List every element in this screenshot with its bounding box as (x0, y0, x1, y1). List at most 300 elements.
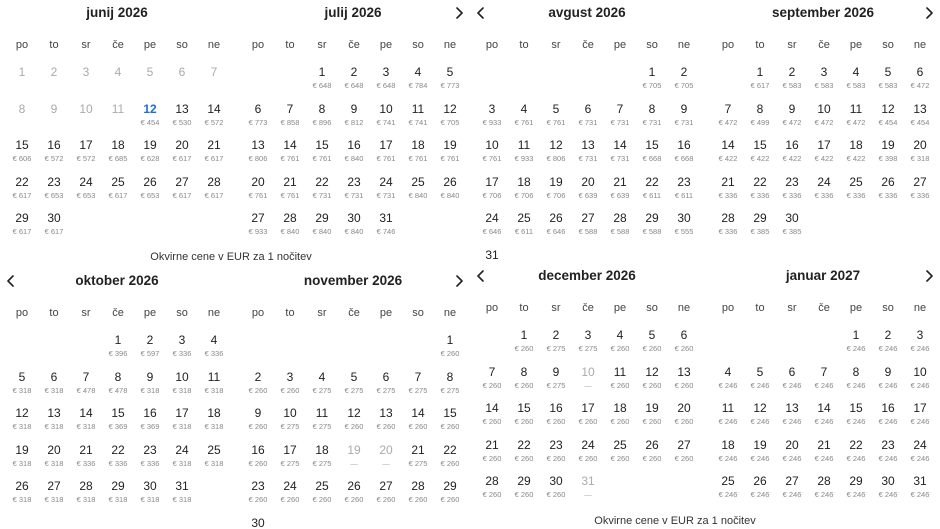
day-cell[interactable] (242, 478, 274, 515)
day-cell[interactable] (242, 369, 274, 406)
day-cell[interactable] (242, 210, 274, 247)
day-cell[interactable] (636, 210, 668, 247)
day-cell[interactable] (476, 400, 508, 437)
day-cell[interactable] (776, 210, 808, 247)
day-cell[interactable] (904, 101, 936, 138)
day-price: — (382, 458, 390, 468)
day-cell[interactable] (338, 101, 370, 138)
day-cell[interactable] (274, 478, 306, 515)
day-cell[interactable] (636, 437, 668, 474)
day-cell[interactable] (102, 332, 134, 369)
day-cell[interactable] (434, 137, 466, 174)
day-cell[interactable] (744, 174, 776, 211)
day-cell[interactable] (402, 174, 434, 211)
month-title: januar 2027 (785, 268, 861, 283)
day-cell[interactable] (6, 478, 38, 515)
day-cell[interactable] (476, 473, 508, 510)
day-cell[interactable] (604, 174, 636, 211)
day-price: € 336 (750, 190, 770, 200)
day-price: € 260 (248, 422, 268, 431)
weekday-label: če (818, 302, 830, 314)
day-cell[interactable] (808, 437, 840, 474)
day-cell[interactable] (604, 437, 636, 474)
day-price: € 260 (642, 417, 662, 426)
day-cell[interactable] (904, 400, 936, 437)
day-cell[interactable] (38, 137, 70, 174)
day-cell[interactable] (338, 174, 370, 211)
day-cell[interactable] (338, 405, 370, 442)
day-price: € 731 (376, 190, 396, 200)
day-price: € 246 (814, 417, 834, 426)
day-cell[interactable] (70, 174, 102, 211)
day-cell[interactable] (134, 478, 166, 515)
day-cell[interactable] (540, 364, 572, 401)
day-cell[interactable] (434, 478, 466, 515)
day-cell[interactable] (604, 364, 636, 401)
day-number: 4 (318, 369, 326, 384)
day-cell[interactable] (904, 137, 936, 174)
day-cell[interactable] (476, 364, 508, 401)
day-price: € 369 (108, 422, 128, 431)
day-cell[interactable] (904, 64, 936, 101)
day-cell[interactable] (808, 473, 840, 510)
day-cell[interactable] (6, 137, 38, 174)
day-cell[interactable] (808, 400, 840, 437)
day-cell[interactable] (242, 405, 274, 442)
day-cell[interactable] (306, 174, 338, 211)
day-cell[interactable] (636, 400, 668, 437)
day-cell[interactable] (434, 405, 466, 442)
day-cell[interactable] (744, 473, 776, 510)
day-cell[interactable] (70, 478, 102, 515)
day-cell[interactable] (776, 174, 808, 211)
day-cell[interactable] (338, 369, 370, 406)
day-price: € 246 (878, 490, 898, 499)
day-cell[interactable] (166, 442, 198, 479)
day-cell[interactable] (476, 137, 508, 174)
day-cell[interactable] (840, 400, 872, 437)
day-cell[interactable] (6, 405, 38, 442)
day-price: € 611 (514, 227, 534, 236)
day-cell[interactable] (242, 101, 274, 138)
day-cell[interactable] (434, 369, 466, 406)
day-cell[interactable] (508, 101, 540, 138)
day-cell[interactable] (38, 174, 70, 211)
day-cell[interactable] (636, 137, 668, 174)
weekday-label: po (15, 307, 29, 319)
day-cell[interactable] (904, 364, 936, 401)
day-cell[interactable] (306, 210, 338, 247)
day-cell[interactable] (274, 101, 306, 138)
day-cell[interactable] (508, 137, 540, 174)
day-cell[interactable] (102, 174, 134, 211)
day-price: € 933 (514, 154, 534, 163)
day-cell[interactable] (572, 400, 604, 437)
day-cell[interactable] (38, 405, 70, 442)
day-cell[interactable] (744, 137, 776, 174)
day-number: 11 (207, 369, 221, 384)
day-cell[interactable] (70, 137, 102, 174)
day-cell[interactable] (338, 64, 370, 101)
day-cell[interactable] (38, 369, 70, 406)
day-cell[interactable] (434, 442, 466, 479)
day-cell[interactable] (668, 210, 700, 247)
day-cell[interactable] (808, 101, 840, 138)
day-cell[interactable] (540, 473, 572, 510)
day-cell[interactable] (242, 137, 274, 174)
day-cell[interactable] (102, 137, 134, 174)
day-cell[interactable] (198, 405, 230, 442)
day-cell[interactable] (166, 137, 198, 174)
day-cell[interactable] (102, 405, 134, 442)
day-cell[interactable] (6, 174, 38, 211)
day-cell[interactable] (668, 137, 700, 174)
day-cell[interactable] (636, 64, 668, 101)
day-cell[interactable] (306, 137, 338, 174)
day-cell[interactable] (274, 137, 306, 174)
day-cell[interactable] (134, 442, 166, 479)
day-cell[interactable] (776, 101, 808, 138)
day-price: € 260 (546, 453, 566, 463)
day-cell[interactable] (70, 405, 102, 442)
day-number: 2 (552, 328, 560, 342)
day-cell-today[interactable] (134, 101, 166, 138)
day-cell[interactable] (872, 437, 904, 474)
day-cell[interactable] (840, 101, 872, 138)
day-cell[interactable] (134, 332, 166, 369)
day-cell[interactable] (434, 101, 466, 138)
month-grid (710, 263, 936, 510)
day-cell[interactable] (476, 174, 508, 211)
day-cell[interactable] (840, 473, 872, 510)
day-cell[interactable] (508, 364, 540, 401)
day-cell[interactable] (306, 101, 338, 138)
day-cell[interactable] (572, 101, 604, 138)
day-number: 27 (913, 174, 927, 189)
day-cell[interactable] (872, 174, 904, 211)
day-cell[interactable] (668, 364, 700, 401)
day-cell[interactable] (306, 405, 338, 442)
day-number: 1 (318, 65, 326, 79)
day-cell[interactable] (306, 442, 338, 479)
day-number: 19 (549, 174, 563, 189)
day-cell[interactable] (508, 327, 540, 364)
day-cell[interactable] (712, 400, 744, 437)
day-cell[interactable] (508, 437, 540, 474)
day-cell[interactable] (134, 137, 166, 174)
day-number: 3 (82, 65, 90, 79)
week-row (712, 327, 936, 364)
day-cell[interactable] (198, 174, 230, 211)
day-cell[interactable] (198, 101, 230, 138)
day-cell[interactable] (166, 369, 198, 406)
day-cell[interactable] (370, 64, 402, 101)
day-cell[interactable] (38, 478, 70, 515)
day-price: € 275 (312, 458, 332, 468)
day-cell[interactable] (744, 210, 776, 247)
day-cell[interactable] (508, 174, 540, 211)
day-cell[interactable] (134, 369, 166, 406)
day-cell[interactable] (338, 210, 370, 247)
day-cell[interactable] (540, 400, 572, 437)
day-cell[interactable] (840, 364, 872, 401)
day-price: € 706 (546, 190, 566, 200)
day-cell[interactable] (166, 101, 198, 138)
day-cell[interactable] (166, 332, 198, 369)
day-cell[interactable] (572, 327, 604, 364)
day-cell[interactable] (508, 400, 540, 437)
day-cell[interactable] (274, 442, 306, 479)
day-cell[interactable] (274, 210, 306, 247)
day-cell[interactable] (370, 478, 402, 515)
day-cell[interactable] (668, 64, 700, 101)
day-cell[interactable] (668, 101, 700, 138)
day-cell[interactable] (604, 400, 636, 437)
day-cell[interactable] (402, 64, 434, 101)
day-cell[interactable] (636, 174, 668, 211)
day-cell[interactable] (840, 437, 872, 474)
day-cell[interactable] (166, 405, 198, 442)
day-price: € 639 (578, 190, 598, 200)
day-cell[interactable] (402, 405, 434, 442)
day-number: 30 (677, 211, 691, 225)
day-price: € 840 (280, 227, 300, 236)
day-cell[interactable] (434, 64, 466, 101)
day-price: € 761 (280, 154, 300, 163)
day-cell[interactable] (402, 442, 434, 479)
day-cell[interactable] (274, 405, 306, 442)
day-number: 7 (616, 101, 624, 116)
day-cell[interactable] (808, 174, 840, 211)
day-cell[interactable] (904, 327, 936, 364)
day-cell[interactable] (476, 210, 508, 247)
day-cell[interactable] (776, 137, 808, 174)
day-price: € 896 (312, 117, 332, 127)
day-cell[interactable] (712, 473, 744, 510)
day-cell[interactable] (370, 405, 402, 442)
day-price: € 246 (750, 453, 770, 463)
day-price: € 246 (718, 490, 738, 499)
day-cell[interactable] (6, 369, 38, 406)
day-cell[interactable] (102, 442, 134, 479)
day-cell[interactable] (636, 101, 668, 138)
day-cell[interactable] (476, 247, 508, 263)
day-cell[interactable] (808, 364, 840, 401)
day-number: 10 (79, 101, 93, 116)
day-number: 15 (443, 406, 457, 420)
day-number: 14 (283, 138, 297, 152)
day-cell[interactable] (6, 442, 38, 479)
day-cell[interactable] (808, 137, 840, 174)
day-cell[interactable] (166, 174, 198, 211)
weekday-header (242, 294, 466, 332)
week-row (242, 332, 466, 369)
day-cell[interactable] (242, 515, 274, 529)
week-row (6, 64, 230, 101)
day-cell[interactable] (712, 437, 744, 474)
weekday-label: pe (849, 39, 863, 51)
day-cell[interactable] (572, 210, 604, 247)
day-cell[interactable] (402, 369, 434, 406)
day-cell[interactable] (872, 364, 904, 401)
day-cell[interactable] (402, 478, 434, 515)
day-price: € 933 (248, 227, 268, 236)
day-cell[interactable] (668, 400, 700, 437)
day-cell[interactable] (668, 437, 700, 474)
day-cell[interactable] (540, 210, 572, 247)
week-row (712, 364, 936, 401)
day-cell[interactable] (572, 137, 604, 174)
day-cell[interactable] (306, 369, 338, 406)
day-cell[interactable] (242, 442, 274, 479)
day-price: € 246 (878, 344, 898, 353)
weekday-label: če (112, 39, 124, 51)
day-cell[interactable] (712, 210, 744, 247)
day-cell[interactable] (604, 137, 636, 174)
day-cell[interactable] (872, 101, 904, 138)
day-cell[interactable] (70, 442, 102, 479)
day-cell[interactable] (840, 174, 872, 211)
day-cell[interactable] (540, 137, 572, 174)
day-cell[interactable] (338, 137, 370, 174)
day-cell[interactable] (776, 400, 808, 437)
day-cell[interactable] (166, 478, 198, 515)
day-cell[interactable] (370, 210, 402, 247)
day-cell[interactable] (198, 332, 230, 369)
day-cell[interactable] (38, 442, 70, 479)
day-number: 26 (753, 474, 767, 488)
day-number: 21 (411, 442, 425, 457)
day-cell[interactable] (508, 210, 540, 247)
day-cell[interactable] (198, 369, 230, 406)
day-cell[interactable] (744, 64, 776, 101)
day-cell[interactable] (508, 473, 540, 510)
day-cell[interactable] (904, 473, 936, 510)
day-cell[interactable] (6, 210, 38, 247)
day-cell[interactable] (776, 364, 808, 401)
day-cell[interactable] (38, 210, 70, 247)
day-cell[interactable] (604, 101, 636, 138)
day-cell[interactable] (776, 64, 808, 101)
day-cell[interactable] (572, 174, 604, 211)
day-cell[interactable] (904, 174, 936, 211)
day-cell[interactable] (744, 437, 776, 474)
day-price: € 761 (546, 117, 566, 127)
day-number: 7 (488, 364, 496, 379)
day-cell[interactable] (198, 137, 230, 174)
day-cell[interactable] (872, 400, 904, 437)
day-cell[interactable] (744, 400, 776, 437)
day-cell[interactable] (102, 369, 134, 406)
day-cell[interactable] (434, 332, 466, 369)
day-cell[interactable] (872, 327, 904, 364)
day-cell[interactable] (540, 101, 572, 138)
day-cell[interactable] (540, 327, 572, 364)
day-cell[interactable] (604, 327, 636, 364)
day-cell[interactable] (712, 174, 744, 211)
day-cell[interactable] (744, 101, 776, 138)
day-cell[interactable] (370, 101, 402, 138)
day-number: 16 (549, 401, 563, 415)
day-price: € 773 (248, 117, 268, 127)
day-cell[interactable] (198, 442, 230, 479)
day-cell[interactable] (102, 478, 134, 515)
day-cell[interactable] (872, 64, 904, 101)
day-price: € 761 (248, 190, 268, 200)
day-number: 22 (15, 174, 29, 189)
day-cell[interactable] (668, 327, 700, 364)
day-cell[interactable] (370, 369, 402, 406)
day-cell[interactable] (370, 137, 402, 174)
day-price: € 454 (878, 117, 898, 127)
week-row (242, 369, 466, 406)
day-cell[interactable] (712, 137, 744, 174)
day-cell[interactable] (242, 174, 274, 211)
week-row (6, 101, 230, 138)
day-price: € 275 (546, 380, 566, 390)
day-cell[interactable] (476, 437, 508, 474)
day-cell (102, 64, 134, 101)
day-cell[interactable] (872, 137, 904, 174)
day-number: 22 (753, 174, 767, 189)
day-cell[interactable] (604, 210, 636, 247)
day-price: € 318 (12, 458, 32, 468)
day-price: € 668 (642, 154, 662, 163)
day-cell[interactable] (134, 174, 166, 211)
day-cell[interactable] (540, 174, 572, 211)
weekday-header (476, 289, 700, 327)
day-price: € 260 (408, 495, 428, 504)
day-cell[interactable] (904, 437, 936, 474)
day-cell[interactable] (476, 101, 508, 138)
day-price: € 761 (408, 154, 428, 163)
day-price: € 422 (846, 154, 866, 163)
day-cell[interactable] (744, 364, 776, 401)
day-cell[interactable] (712, 364, 744, 401)
day-cell[interactable] (274, 369, 306, 406)
day-cell[interactable] (402, 101, 434, 138)
day-cell[interactable] (776, 437, 808, 474)
day-cell[interactable] (712, 101, 744, 138)
day-cell[interactable] (434, 174, 466, 211)
day-cell[interactable] (306, 64, 338, 101)
day-cell[interactable] (840, 327, 872, 364)
day-price: € 478 (108, 385, 128, 395)
day-cell[interactable] (636, 327, 668, 364)
day-cell[interactable] (808, 64, 840, 101)
day-cell (6, 101, 38, 138)
day-number: 5 (350, 369, 358, 384)
day-cell[interactable] (134, 405, 166, 442)
day-cell[interactable] (540, 437, 572, 474)
day-cell[interactable] (572, 437, 604, 474)
weekday-label: ne (443, 307, 457, 319)
day-cell[interactable] (402, 137, 434, 174)
day-cell[interactable] (840, 64, 872, 101)
day-cell[interactable] (668, 174, 700, 211)
day-price: € 246 (782, 453, 802, 463)
day-cell[interactable] (636, 364, 668, 401)
day-cell[interactable] (872, 473, 904, 510)
day-cell[interactable] (840, 137, 872, 174)
day-cell[interactable] (70, 369, 102, 406)
day-cell[interactable] (338, 478, 370, 515)
day-cell[interactable] (776, 473, 808, 510)
day-number: 25 (111, 174, 125, 189)
day-cell[interactable] (370, 174, 402, 211)
day-cell[interactable] (274, 174, 306, 211)
day-cell[interactable] (306, 478, 338, 515)
